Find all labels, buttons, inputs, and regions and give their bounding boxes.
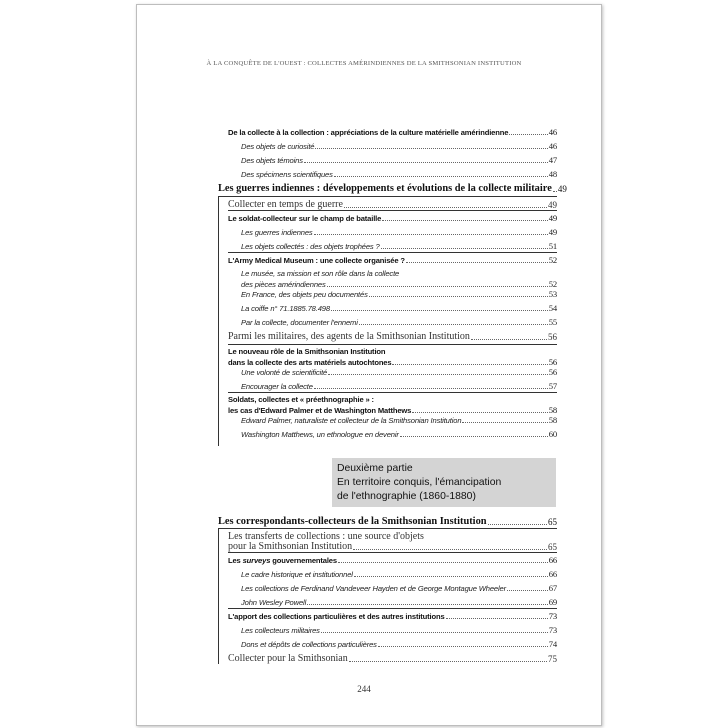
dot-leader <box>354 576 548 577</box>
dot-leader <box>509 134 547 135</box>
toc-page-number: 47 <box>548 155 557 165</box>
toc-page-number: 46 <box>548 141 557 151</box>
dot-leader <box>406 262 548 263</box>
toc-entry <box>241 290 557 299</box>
toc-entry-text: Les collections de Ferdinand Vandeveer Hayden et de George Montague Wheeler <box>241 584 506 593</box>
part-label: Deuxième partie <box>337 463 413 474</box>
toc-entry-text-continued: les cas d'Edward Palmer et de Washington Matthews <box>228 406 412 415</box>
toc-entry <box>228 654 557 664</box>
toc-page-number: 56 <box>548 332 557 342</box>
dot-leader <box>349 661 547 662</box>
dot-leader <box>344 207 547 208</box>
toc-entry-text: Le soldat-collecteur sur le champ de bataille <box>228 214 382 223</box>
dot-leader <box>307 604 548 605</box>
toc-entry-text <box>228 557 337 565</box>
toc-page-number: 54 <box>548 303 557 313</box>
part-title-box <box>332 458 556 507</box>
toc-entry-text: Une volonté de scientificité <box>241 368 328 377</box>
toc-entry-text: En France, des objets peu documentés <box>241 290 368 299</box>
toc-entry-text: Le nouveau rôle de la Smithsonian Institution <box>228 347 386 356</box>
subsection-rule <box>228 392 557 393</box>
toc-entry-text: John Wesley Powell <box>241 598 307 607</box>
toc-entry-text: Les collecteurs militaires <box>241 626 320 635</box>
running-header: À LA CONQUÊTE DE L'OUEST : COLLECTES AMÉRINDIENNES DE LA SMITHSONIAN INSTITUTION <box>206 60 522 67</box>
toc-page-number: 49 <box>548 213 557 223</box>
toc-entry-text: Le musée, sa mission et son rôle dans la collecte <box>241 269 400 278</box>
toc-page-number: 66 <box>548 555 557 565</box>
dot-leader <box>392 364 547 365</box>
toc-entry <box>218 183 567 195</box>
toc-entry <box>241 242 557 251</box>
subsection-rule <box>228 252 557 253</box>
subsection-rule <box>228 552 557 553</box>
dot-leader <box>328 374 548 375</box>
toc-entry <box>241 368 557 377</box>
toc-page-number: 58 <box>548 405 557 415</box>
part-title-line-2: de l'ethnographie (1860-1880) <box>337 491 476 502</box>
toc-entry-line <box>241 270 399 278</box>
toc-entry-line <box>228 348 385 356</box>
toc-entry-text: Des objets de curiosité <box>241 142 315 151</box>
toc-entry <box>241 170 557 179</box>
toc-page-number: 73 <box>548 625 557 635</box>
toc-entry <box>241 416 557 425</box>
toc-page-number: 52 <box>548 255 557 265</box>
toc-entry <box>241 318 557 327</box>
toc-entry-text: Les correspondants-collecteurs de la Smithsonian Institution <box>218 516 487 527</box>
section-rule <box>218 196 557 197</box>
page-number: 244 <box>357 684 371 694</box>
toc-entry <box>228 542 557 552</box>
toc-entry-text-part: gouvernementales <box>270 556 337 565</box>
toc-entry-text: Des spécimens scientifiques <box>241 170 333 179</box>
dot-leader <box>446 618 548 619</box>
toc-page-number: 52 <box>548 279 557 289</box>
toc-entry <box>241 382 557 391</box>
toc-entry-text: Les guerres indiennes : développements et évolutions de la collecte militaire <box>218 183 552 194</box>
toc-page-number: 53 <box>548 289 557 299</box>
toc-page-number: 65 <box>548 542 557 552</box>
toc-entry-text: L'apport des collections particulières et des autres institutions <box>228 612 445 621</box>
part-title-line-1: En territoire conquis, l'émancipation <box>337 477 502 488</box>
toc-entry-text: De la collecte à la collection : appréciations de la culture matérielle amérindienne <box>228 128 509 137</box>
dot-leader <box>314 234 548 235</box>
dot-leader <box>353 549 547 550</box>
toc-entry <box>228 556 557 565</box>
toc-page-number: 60 <box>548 429 557 439</box>
toc-entry <box>241 280 557 289</box>
subsection-rule <box>228 344 557 345</box>
toc-page-number: 49 <box>548 227 557 237</box>
section-rule <box>218 528 557 529</box>
toc-entry-text: Collecter pour la Smithsonian <box>228 653 348 664</box>
dot-leader <box>378 646 548 647</box>
toc-entry-text: Les transferts de collections : une source d'objets <box>228 531 424 542</box>
toc-page-number: 46 <box>548 127 557 137</box>
toc-entry <box>228 128 557 137</box>
toc-entry-text: Par la collecte, documenter l'ennemi <box>241 318 358 327</box>
toc-page-number: 69 <box>548 597 557 607</box>
toc-page-number: 56 <box>548 367 557 377</box>
toc-page-number: 57 <box>548 381 557 391</box>
toc-entry <box>218 517 557 527</box>
toc-page-number: 67 <box>548 583 557 593</box>
dot-leader <box>304 162 548 163</box>
toc-entry <box>228 332 557 342</box>
toc-entry <box>241 570 557 579</box>
dot-leader <box>507 590 548 591</box>
toc-entry-text-continued: des pièces amérindiennes <box>241 280 326 289</box>
toc-entry-text: L'Army Medical Museum : une collecte organisée ? <box>228 256 405 265</box>
toc-page-number: 74 <box>548 639 557 649</box>
toc-entry-text: Collecter en temps de guerre <box>228 199 343 210</box>
toc-entry <box>241 430 557 439</box>
toc-entry <box>241 142 557 151</box>
toc-entry-text: La coiffe n° 71.1885.78.498 <box>241 304 330 313</box>
dot-leader <box>327 286 548 287</box>
toc-page-number: 75 <box>548 654 557 664</box>
toc-page-number: 48 <box>548 169 557 179</box>
dot-leader <box>331 310 548 311</box>
toc-page-number: 51 <box>548 241 557 251</box>
toc-entry-text: Parmi les militaires, des agents de la Smithsonian Institution <box>228 331 470 342</box>
dot-leader <box>338 562 548 563</box>
toc-page-number: 49 <box>557 184 567 195</box>
toc-entry-text: Washington Matthews, un ethnologue en devenir <box>241 430 399 439</box>
section-vertical-rule <box>218 528 219 664</box>
toc-entry-text: Le cadre historique et institutionnel <box>241 570 353 579</box>
dot-leader <box>412 412 547 413</box>
toc-entry-text: Les guerres indiennes <box>241 228 313 237</box>
toc-page-number: 56 <box>548 357 557 367</box>
toc-entry <box>241 640 557 649</box>
dot-leader <box>400 436 548 437</box>
toc-entry <box>228 358 557 367</box>
toc-entry-text: Encourager la collecte <box>241 382 313 391</box>
toc-entry-text-italic: surveys <box>242 556 271 565</box>
toc-entry-text-continued: dans la collecte des arts matériels autochtones <box>228 358 392 367</box>
dot-leader <box>359 324 548 325</box>
toc-entry-text: Des objets témoins <box>241 156 303 165</box>
subsection-rule <box>228 210 557 211</box>
toc-page-number: 49 <box>548 200 557 210</box>
dot-leader <box>553 191 557 192</box>
toc-page-number: 55 <box>548 317 557 327</box>
toc-page-number: 66 <box>548 569 557 579</box>
toc-entry-text: Edward Palmer, naturaliste et collecteur de la Smithsonian Institution <box>241 416 462 425</box>
toc-entry <box>241 598 557 607</box>
toc-page-number: 73 <box>548 611 557 621</box>
toc-entry <box>228 214 557 223</box>
dot-leader <box>471 339 547 340</box>
toc-entry <box>241 228 557 237</box>
toc-entry <box>241 584 557 593</box>
dot-leader <box>314 388 548 389</box>
dot-leader <box>488 524 547 525</box>
toc-entry <box>241 156 557 165</box>
dot-leader <box>382 220 548 221</box>
section-vertical-rule <box>218 196 219 446</box>
subsection-rule <box>228 608 557 609</box>
toc-entry <box>228 406 557 415</box>
toc-entry <box>228 200 557 210</box>
toc-entry <box>228 256 557 265</box>
toc-entry <box>228 612 557 621</box>
toc-entry-text-part: Les <box>228 556 243 565</box>
toc-entry-text-continued: pour la Smithsonian Institution <box>228 541 353 552</box>
toc-page-number: 58 <box>548 415 557 425</box>
toc-entry-text: Les objets collectés : des objets trophées ? <box>241 242 380 251</box>
dot-leader <box>321 632 548 633</box>
dot-leader <box>315 148 547 149</box>
dot-leader <box>369 296 548 297</box>
dot-leader <box>462 422 547 423</box>
dot-leader <box>334 176 548 177</box>
toc-entry-line <box>228 396 374 404</box>
dot-leader <box>381 248 548 249</box>
toc-page-number: 65 <box>548 517 557 528</box>
toc-entry-text: Soldats, collectes et « préethnographie » : <box>228 395 374 404</box>
toc-entry-text: Dons et dépôts de collections particulières <box>241 640 377 649</box>
toc-entry <box>241 626 557 635</box>
toc-entry <box>241 304 557 313</box>
